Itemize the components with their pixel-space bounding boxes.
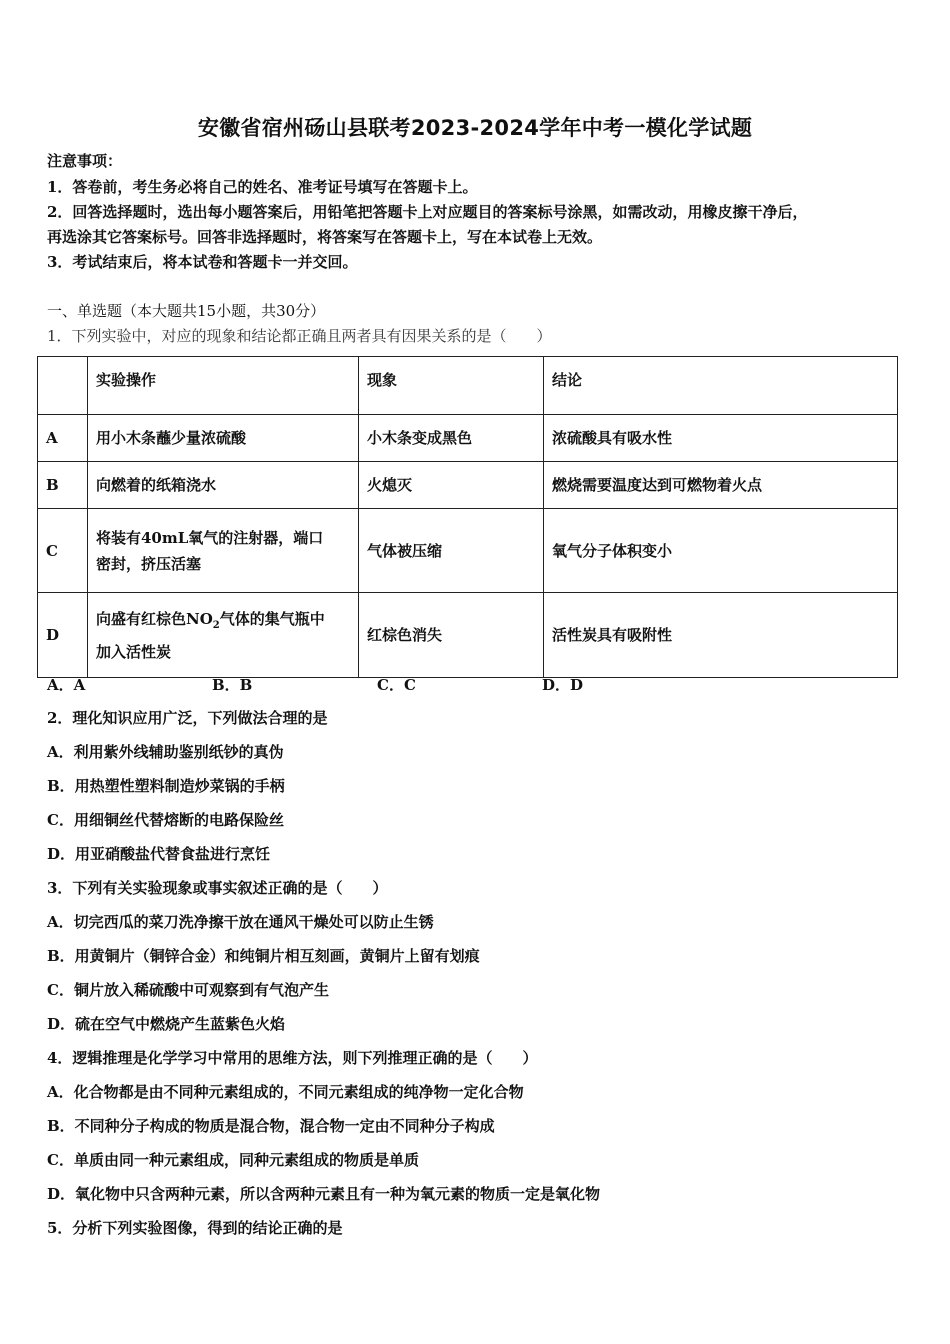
formula-suffix: 气体的集气瓶中 [219,609,325,628]
row-operation [88,593,359,678]
row-conclusion: 燃烧需要温度达到可燃物着火点 [544,462,898,509]
q1-option-c: C．C [377,676,416,694]
q1-table [37,356,898,678]
header-cell-label [38,357,88,415]
row-label: A [38,415,88,462]
row-phenomenon: 小木条变成黑色 [359,415,544,462]
notice-item-3: 3．考试结束后，将本试卷和答题卡一并交回。 [47,253,358,271]
row-phenomenon: 红棕色消失 [359,593,544,678]
row-operation-line-2: 密封，挤压活塞 [96,554,202,573]
q2-option-d: D．用亚硝酸盐代替食盐进行烹饪 [47,845,271,863]
row-conclusion: 活性炭具有吸附性 [544,593,898,678]
notice-item-1: 1．答卷前，考生务必将自己的姓名、准考证号填写在答题卡上。 [47,178,478,196]
table-row [38,415,898,462]
row-conclusion: 氧气分子体积变小 [544,509,898,593]
q3-stem: 3．下列有关实验现象或事实叙述正确的是（ ） [47,879,388,897]
q4-option-a: A．化合物都是由不同种元素组成的，不同元素组成的纯净物一定化合物 [47,1083,524,1101]
row-conclusion: 浓硫酸具有吸水性 [544,415,898,462]
q4-option-c: C．单质由同一种元素组成，同种元素组成的物质是单质 [47,1151,419,1169]
row-operation: 向燃着的纸箱浇水 [88,462,359,509]
q3-option-c: C．铜片放入稀硫酸中可观察到有气泡产生 [47,981,329,999]
q2-stem: 2．理化知识应用广泛，下列做法合理的是 [47,709,328,727]
header-cell-operation: 实验操作 [88,357,359,415]
q1-option-d: D．D [542,676,584,694]
q3-option-a: A．切完西瓜的菜刀洗净擦干放在通风干燥处可以防止生锈 [47,913,434,931]
row-operation-line-2: 加入活性炭 [96,642,172,661]
row-label: D [38,593,88,678]
row-label: C [38,509,88,593]
q1-option-b: B．B [212,676,253,694]
notice-item-2: 2．回答选择题时，选出每小题答案后，用铅笔把答题卡上对应题目的答案标号涂黑，如需改动，用橡皮擦干净后， [47,203,808,221]
q1-stem: 1．下列实验中，对应的现象和结论都正确且两者具有因果关系的是（ ） [47,327,552,345]
notice-item-2-cont: 再选涂其它答案标号。回答非选择题时，将答案写在答题卡上，写在本试卷上无效。 [47,228,603,246]
q2-option-b: B．用热塑性塑料制造炒菜锅的手柄 [47,777,285,795]
notice-heading: 注意事项： [47,152,123,170]
q5-stem: 5．分析下列实验图像，得到的结论正确的是 [47,1219,343,1237]
table-row [38,509,898,593]
row-operation [88,509,359,593]
q2-option-c: C．用细铜丝代替熔断的电路保险丝 [47,811,284,829]
row-operation-line-1: 将装有40mL氧气的注射器，端口 [96,528,324,547]
row-label: B [38,462,88,509]
table-row [38,462,898,509]
header-cell-phenomenon: 现象 [359,357,544,415]
section-heading: 一、单选题（本大题共15小题，共30分） [47,302,326,320]
table-row [38,593,898,678]
row-phenomenon: 气体被压缩 [359,509,544,593]
formula-prefix: 向盛有红棕色NO [96,609,213,628]
row-operation-line-1 [96,606,350,639]
q1-option-a: A．A [47,676,86,694]
q4-option-b: B．不同种分子构成的物质是混合物，混合物一定由不同种分子构成 [47,1117,495,1135]
row-operation: 用小木条蘸少量浓硫酸 [88,415,359,462]
q3-option-d: D．硫在空气中燃烧产生蓝紫色火焰 [47,1015,286,1033]
exam-title: 安徽省宿州砀山县联考2023-2024学年中考一模化学试题 [197,116,753,140]
formula-subscript: 2 [212,619,220,631]
row-phenomenon: 火熄灭 [359,462,544,509]
q4-option-d: D．氧化物中只含两种元素，所以含两种元素且有一种为氧元素的物质一定是氧化物 [47,1185,601,1203]
q4-stem: 4．逻辑推理是化学学习中常用的思维方法，则下列推理正确的是（ ） [47,1049,538,1067]
q1-table-header [38,357,898,415]
header-cell-conclusion: 结论 [544,357,898,415]
q2-option-a: A．利用紫外线辅助鉴别纸钞的真伪 [47,743,284,761]
q3-option-b: B．用黄铜片（铜锌合金）和纯铜片相互刻画，黄铜片上留有划痕 [47,947,480,965]
